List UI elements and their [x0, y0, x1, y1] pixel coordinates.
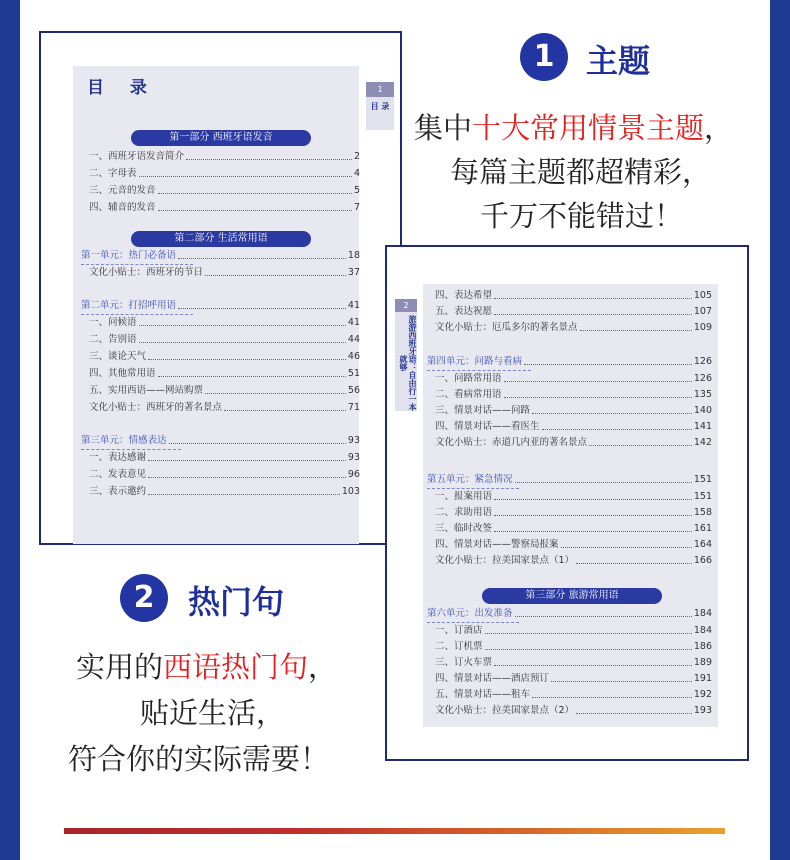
section2-line3: 符合你的实际需要！: [68, 742, 330, 776]
page-tab-1: [366, 82, 394, 130]
unit-underline: [81, 314, 193, 315]
toc-row[interactable]: 文化小贴士：赤道几内亚的著名景点 142: [435, 437, 712, 448]
unit-row[interactable]: 第三单元：情感表达 93: [81, 435, 360, 446]
page-number: 1: [366, 82, 394, 97]
section1-line2: 每篇主题都超精彩，: [450, 155, 712, 189]
section2-number-badge: 2: [120, 574, 168, 622]
footer-gradient-bar: [64, 828, 725, 834]
toc-row[interactable]: 一、订酒店 184: [435, 625, 712, 636]
part3-band: 第三部分 旅游常用语: [482, 588, 662, 604]
toc-row[interactable]: 五、表达祝愿 107: [435, 306, 712, 317]
left-edge-bar: [0, 0, 20, 860]
toc-row[interactable]: 一、报案用语 151: [435, 491, 712, 502]
unit-row[interactable]: 第四单元：问路与看病 126: [427, 356, 712, 367]
toc-row[interactable]: 一、问路常用语 126: [435, 373, 712, 384]
toc-row[interactable]: 三、临时改签 161: [435, 523, 712, 534]
toc-row[interactable]: 五、情景对话——租车 192: [435, 689, 712, 700]
unit-underline: [427, 622, 519, 623]
toc-row[interactable]: 文化小贴士：拉美国家景点（1） 166: [435, 555, 712, 566]
toc-row[interactable]: 四、情景对话——酒店预订 191: [435, 673, 712, 684]
section1-heading: 主题: [586, 42, 651, 80]
toc-row[interactable]: 文化小贴士：西班牙的著名景点 71: [89, 402, 360, 413]
toc-row[interactable]: 四、其他常用语 51: [89, 368, 360, 379]
page-tab-2: [395, 299, 417, 411]
toc-row[interactable]: 二、字母表 4: [89, 168, 360, 179]
toc-row[interactable]: 四、情景对话——看医生 141: [435, 421, 712, 432]
unit-underline: [427, 488, 519, 489]
toc-row[interactable]: 二、看病常用语 135: [435, 389, 712, 400]
toc-row[interactable]: 四、情景对话——警察局报案 164: [435, 539, 712, 550]
toc-page-1: [39, 31, 402, 545]
toc-row[interactable]: 一、西班牙语发音简介 2: [89, 151, 360, 162]
toc-row[interactable]: 文化小贴士：厄瓜多尔的著名景点 109: [435, 322, 712, 333]
toc-row[interactable]: 三、订火车票 189: [435, 657, 712, 668]
toc-row[interactable]: 一、表达感谢 93: [89, 452, 360, 463]
section2-line2: 贴近生活，: [140, 696, 286, 730]
section1-highlight: 十大常用情景主题: [472, 111, 705, 145]
section2-line1: 实用的西语热门句，: [76, 650, 338, 684]
right-edge-bar: [770, 0, 790, 860]
toc-row[interactable]: 二、告别语 44: [89, 334, 360, 345]
section1-line3: 千万不能错过！: [480, 199, 684, 233]
tab-label: 目 录: [370, 102, 390, 111]
section2-heading: 热门句: [188, 583, 285, 621]
page-number: 2: [395, 299, 417, 312]
toc-row[interactable]: 二、求助用语 158: [435, 507, 712, 518]
section2-highlight: 西语热门句: [163, 650, 309, 684]
toc-page-2: [385, 245, 749, 761]
unit-underline: [81, 449, 181, 450]
unit-row[interactable]: 第二单元：打招呼用语 41: [81, 300, 360, 311]
toc-row[interactable]: 二、订机票 186: [435, 641, 712, 652]
section1-number-badge: 1: [520, 33, 568, 81]
toc-row[interactable]: 二、发表意见 96: [89, 469, 360, 480]
unit-underline: [427, 370, 531, 371]
toc-row[interactable]: 五、实用西语——网站购票 56: [89, 385, 360, 396]
part2-band: 第二部分 生活常用语: [131, 231, 311, 247]
toc-row[interactable]: 文化小贴士：拉美国家景点（2） 193: [435, 705, 712, 716]
toc-row[interactable]: 三、谈论天气 46: [89, 351, 360, 362]
toc-row[interactable]: 文化小贴士：西班牙的节日 37: [89, 267, 360, 278]
toc-row[interactable]: 四、表达希望 105: [435, 290, 712, 301]
unit-row[interactable]: 第一单元：热门必备语 18: [81, 250, 360, 261]
tab-label: 旅游西班牙语：自由行一本就够: [399, 315, 417, 411]
toc-row[interactable]: 三、情景对话——问路 140: [435, 405, 712, 416]
unit-row[interactable]: 第六单元：出发准备 184: [427, 608, 712, 619]
section1-line1: 集中十大常用情景主题，: [414, 111, 734, 145]
toc-row[interactable]: 三、元音的发音 5: [89, 185, 360, 196]
unit-underline: [81, 264, 193, 265]
toc-row[interactable]: 三、表示邀约 103: [89, 486, 360, 497]
toc-title: 目 录: [87, 78, 157, 98]
part1-band: 第一部分 西班牙语发音: [131, 130, 311, 146]
toc-row[interactable]: 四、辅音的发音 7: [89, 202, 360, 213]
unit-row[interactable]: 第五单元：紧急情况 151: [427, 474, 712, 485]
toc-row[interactable]: 一、问候语 41: [89, 317, 360, 328]
